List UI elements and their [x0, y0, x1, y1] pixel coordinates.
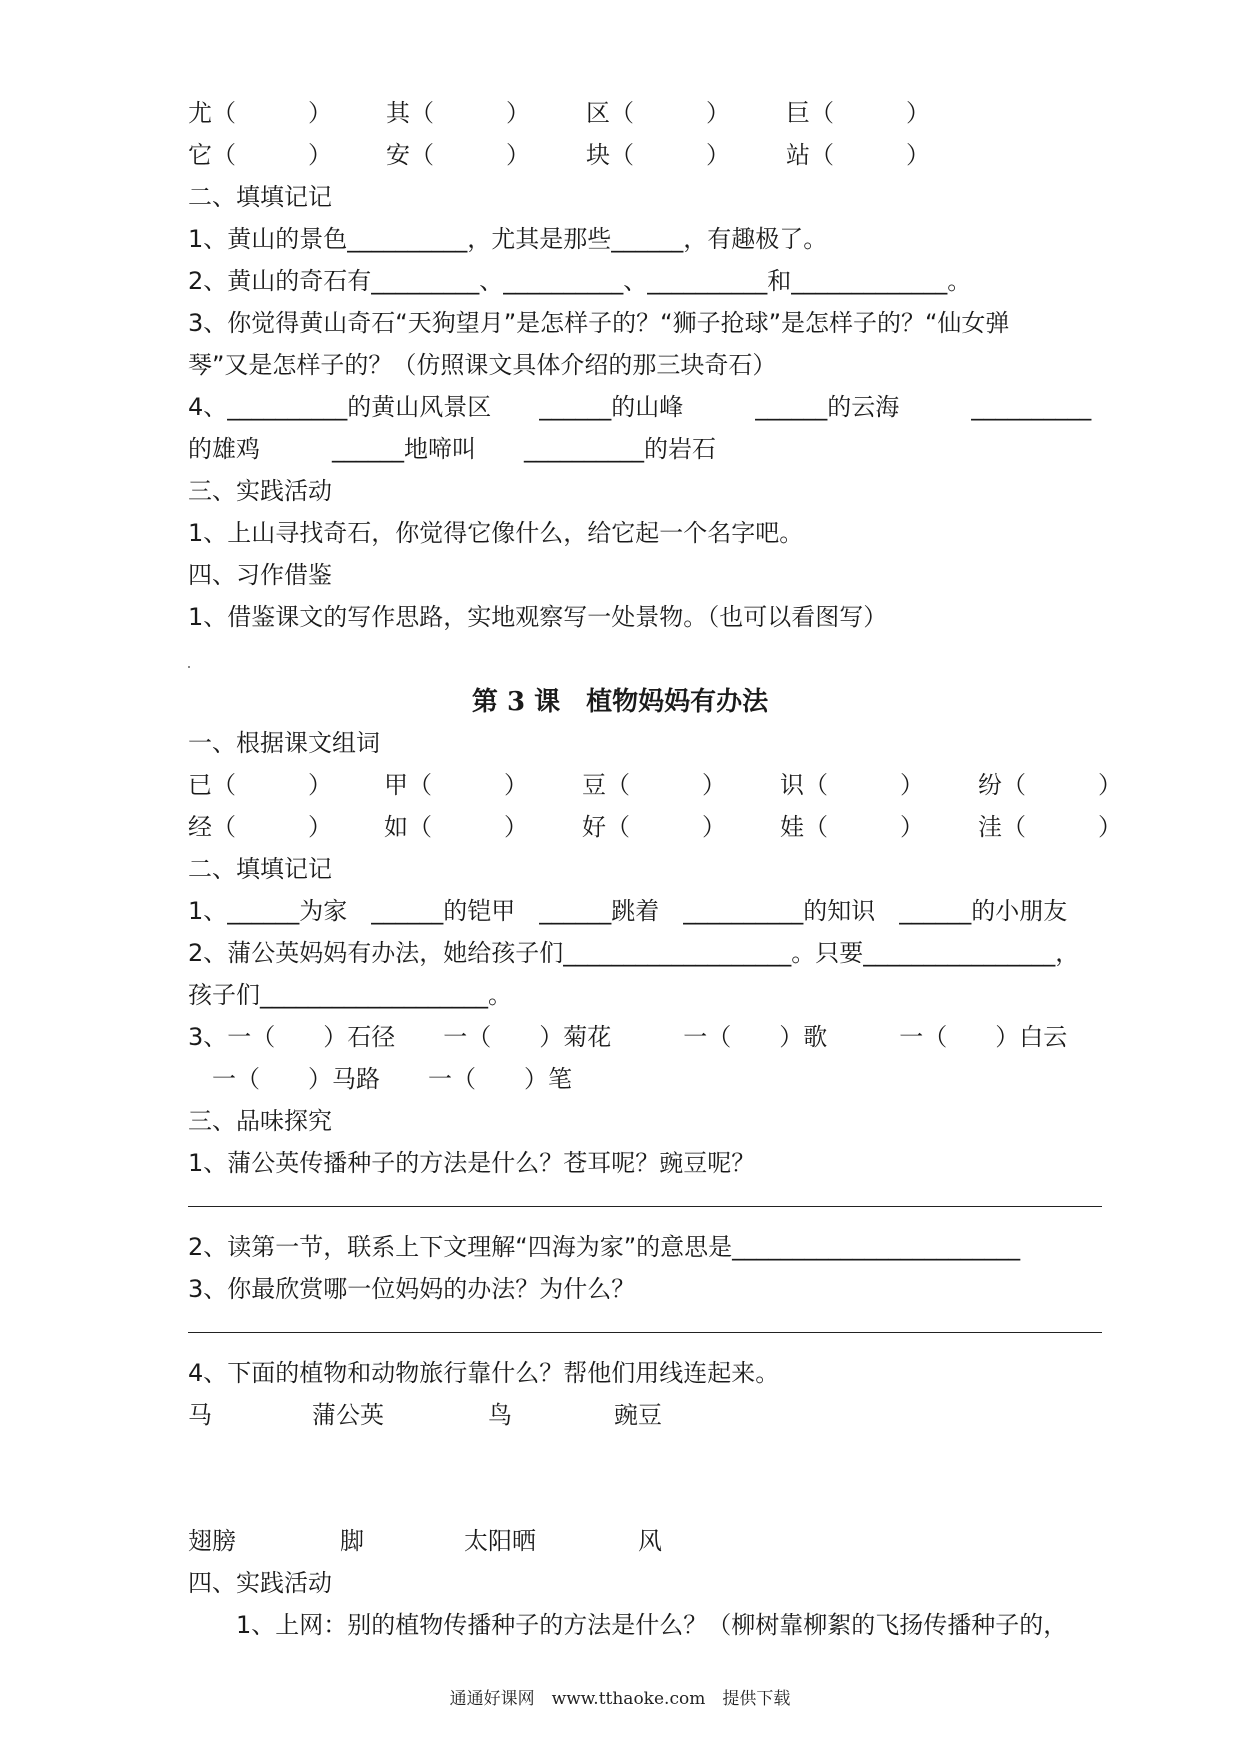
word-group-item: 豆（ ）: [582, 771, 726, 799]
question-text: 的雄鸡 ______地啼叫 __________的岩石: [188, 435, 716, 463]
answer-line: [188, 1332, 1102, 1333]
word-group-item: 经（ ）: [188, 813, 332, 841]
question-text: 1、蒲公英传播种子的方法是什么？苍耳呢？豌豆呢？: [188, 1149, 756, 1177]
word-group-item: 已（ ）: [188, 771, 332, 799]
question-text: 一（ ）马路 一（ ）笔: [188, 1065, 572, 1093]
word-group-item: 站（ ）: [786, 141, 930, 169]
word-group-item: 娃（ ）: [780, 813, 924, 841]
question-text: 1、______为家 ______的铠甲 ______跳着 __________的知识 ______的小朋友: [188, 897, 1068, 925]
question-text: 孩子们___________________。: [188, 981, 512, 1009]
question-text: 3、你最欣赏哪一位妈妈的办法？为什么？: [188, 1275, 636, 1303]
word-group-item: 好（ ）: [582, 813, 726, 841]
match-item: 鸟: [488, 1401, 512, 1429]
word-group-item: 纷（ ）: [978, 771, 1122, 799]
scan-speck: [188, 666, 190, 668]
question-text: 4、__________的黄山风景区 ______的山峰 ______的云海 __________: [188, 393, 1092, 421]
word-group-item: 如（ ）: [384, 813, 528, 841]
question-text: 1、借鉴课文的写作思路，实地观察写一处景物。（也可以看图写）: [188, 603, 888, 631]
section-heading: 一、根据课文组词: [188, 729, 380, 757]
question-text: 2、蒲公英妈妈有办法，她给孩子们___________________。只要________________，: [188, 939, 1080, 967]
match-item: 太阳晒: [464, 1527, 536, 1555]
match-item: 脚: [340, 1527, 364, 1555]
question-text: 3、一（ ）石径 一（ ）菊花 一（ ）歌 一（ ）白云: [188, 1023, 1068, 1051]
footer-credit: 通通好课网 www.tthaoke.com 提供下载: [449, 1689, 791, 1709]
match-item: 翅膀: [188, 1527, 236, 1555]
match-item: 马: [188, 1401, 212, 1429]
word-group-item: 块（ ）: [586, 141, 730, 169]
section-heading: 四、实践活动: [188, 1569, 332, 1597]
question-text: 3、你觉得黄山奇石“天狗望月”是怎样子的？“狮子抢球”是怎样子的？“仙女弹: [188, 309, 1010, 337]
section-heading: 二、填填记记: [188, 855, 332, 883]
word-group-item: 它（ ）: [188, 141, 332, 169]
match-item: 风: [638, 1527, 662, 1555]
match-item: 蒲公英: [312, 1401, 384, 1429]
question-text: 1、上山寻找奇石，你觉得它像什么，给它起一个名字吧。: [188, 519, 804, 547]
word-group-item: 区（ ）: [586, 99, 730, 127]
section-heading: 三、品味探究: [188, 1107, 332, 1135]
word-group-item: 识（ ）: [780, 771, 924, 799]
section-heading: 二、填填记记: [188, 183, 332, 211]
word-group-item: 尤（ ）: [188, 99, 332, 127]
match-item: 豌豆: [614, 1401, 662, 1429]
question-text: 4、下面的植物和动物旅行靠什么？帮他们用线连起来。: [188, 1359, 780, 1387]
section-heading: 四、习作借鉴: [188, 561, 332, 589]
word-group-item: 甲（ ）: [384, 771, 528, 799]
question-text: 琴”又是怎样子的？（仿照课文具体介绍的那三块奇石）: [188, 351, 777, 379]
question-text: 1、黄山的景色__________，尤其是那些______，有趣极了。: [188, 225, 828, 253]
word-group-item: 洼（ ）: [978, 813, 1122, 841]
lesson-title: 第 3 课 植物妈妈有办法: [471, 687, 769, 717]
word-group-item: 其（ ）: [386, 99, 530, 127]
question-text: 1、上网：别的植物传播种子的方法是什么？（柳树靠柳絮的飞扬传播种子的，: [236, 1611, 1068, 1639]
question-text: 2、黄山的奇石有_________、__________、__________和_____________。: [188, 267, 972, 295]
word-group-item: 巨（ ）: [786, 99, 930, 127]
word-group-item: 安（ ）: [386, 141, 530, 169]
section-heading: 三、实践活动: [188, 477, 332, 505]
answer-line: [188, 1206, 1102, 1207]
question-text: 2、读第一节，联系上下文理解“四海为家”的意思是________________________: [188, 1233, 1021, 1261]
